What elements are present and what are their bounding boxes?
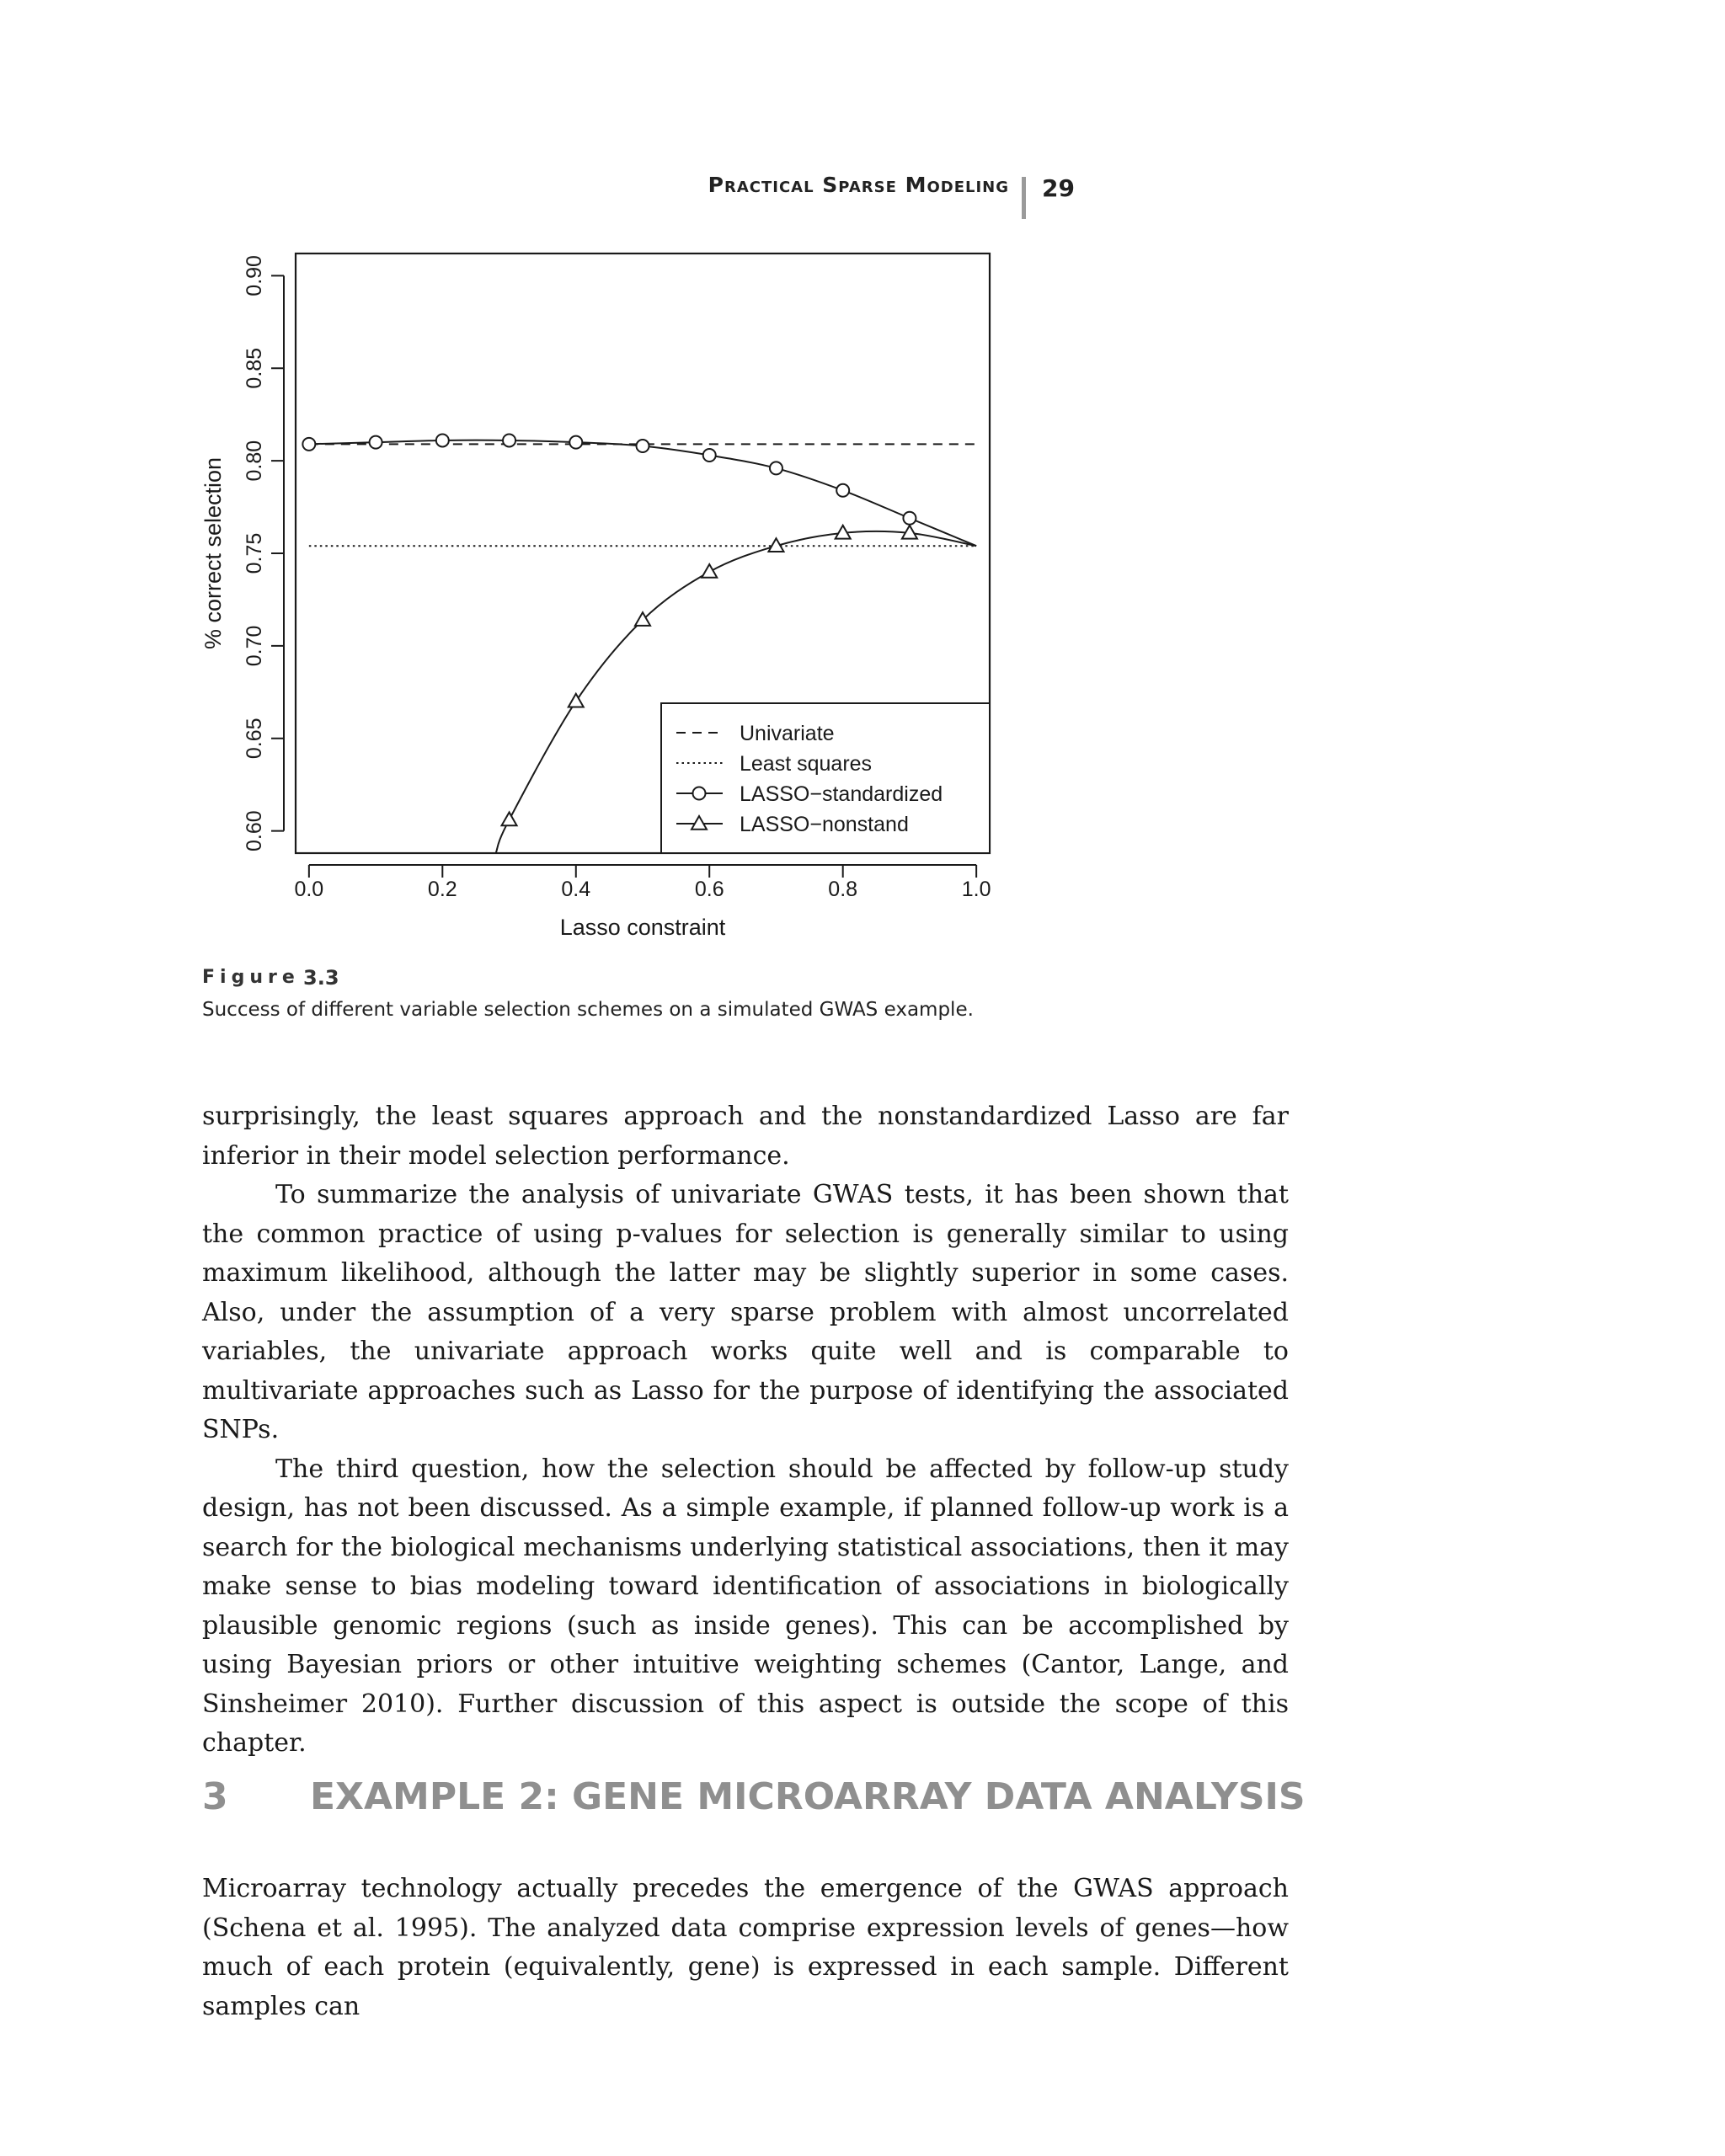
data-point-triangle [569, 694, 584, 707]
section-body [202, 1870, 1289, 2026]
y-tick-label: 0.85 [243, 347, 266, 389]
x-tick-label: 0.0 [294, 878, 324, 901]
x-tick-label: 0.2 [427, 878, 457, 901]
data-point-circle [903, 512, 916, 525]
body-text [202, 1097, 1289, 1764]
paragraph-3: The third question, how the selection should be affected by follow-up study design, has not been discussed. As a simple example, if planned follow-up work is a search for the biological mechanisms underlying statistical associations, then it may make sense to bias modeling toward identification of associations in biologically plausible genomic regions (such as inside genes). This can be accomplished by using Bayesian priors or other intuitive weighting schemes (Cantor, Lange, and Sinsheimer 2010). Further discussion of this aspect is outside the scope of this chapter. [202, 1454, 1289, 1758]
section-paragraph: Microarray technology actually precedes the emergence of the GWAS approach (Schena et al. 1995). The analyzed data comprise expression levels of genes—how much of each protein (equivalently, gene) is expressed in each sample. Different samples can [202, 1874, 1289, 2021]
series-lasso-standardized [302, 434, 976, 546]
legend [661, 703, 990, 853]
x-tick-label: 0.4 [561, 878, 591, 901]
data-point-triangle [702, 564, 717, 578]
paragraph-1: surprisingly, the least squares approach and the nonstandardized Lasso are far inferior in their model selection performance. [202, 1102, 1289, 1171]
data-point-circle [770, 462, 782, 474]
figure-caption: Success of different variable selection schemes on a simulated GWAS example. [202, 999, 974, 1021]
x-tick-label: 1.0 [961, 878, 991, 901]
data-point-triangle [502, 812, 517, 825]
data-point-circle [569, 436, 582, 449]
paragraph-2: To summarize the analysis of univariate GWAS tests, it has been shown that the common practice of using p-values for selection is generally similar to using maximum likelihood, although the latter may be slightly superior in some cases. Also, under the assumption of a very sparse problem with almost uncorrelated variables, the univariate approach works quite well and is comparable to multivariate approaches such as Lasso for the purpose of identifying the associated SNPs. [202, 1180, 1289, 1444]
header-rule [1022, 177, 1026, 219]
data-point-circle [436, 434, 449, 446]
series-line [309, 440, 976, 547]
x-axis-label: Lasso constraint [559, 915, 726, 940]
x-tick-label: 0.6 [694, 878, 724, 901]
page-number: 29 [1042, 174, 1075, 202]
figure-chart [0, 0, 1011, 943]
data-point-circle [693, 787, 706, 800]
y-tick-label: 0.75 [243, 532, 266, 574]
y-tick-label: 0.70 [243, 625, 266, 667]
section-heading [202, 1775, 1306, 1818]
y-tick-label: 0.60 [243, 810, 266, 851]
data-point-circle [703, 449, 716, 462]
data-point-circle [302, 438, 315, 451]
section-number: 3 [202, 1775, 228, 1818]
running-head: Practical Sparse Modeling [708, 173, 1009, 197]
legend-label: LASSO−nonstand [740, 813, 909, 836]
y-tick-label: 0.90 [243, 255, 266, 296]
section-title: EXAMPLE 2: GENE MICROARRAY DATA ANALYSIS [310, 1775, 1306, 1818]
data-point-circle [836, 484, 849, 497]
legend-label: Univariate [740, 722, 835, 745]
data-point-circle [637, 440, 649, 452]
legend-label: LASSO−standardized [740, 782, 943, 806]
data-point-circle [370, 436, 382, 449]
y-tick-label: 0.65 [243, 718, 266, 760]
x-tick-label: 0.8 [828, 878, 858, 901]
legend-label: Least squares [740, 752, 873, 776]
figure-label: Figure [202, 967, 300, 988]
data-point-circle [503, 434, 515, 446]
figure-number: 3.3 [303, 966, 339, 990]
y-axis-label: % correct selection [200, 456, 226, 650]
y-tick-label: 0.80 [243, 440, 266, 482]
